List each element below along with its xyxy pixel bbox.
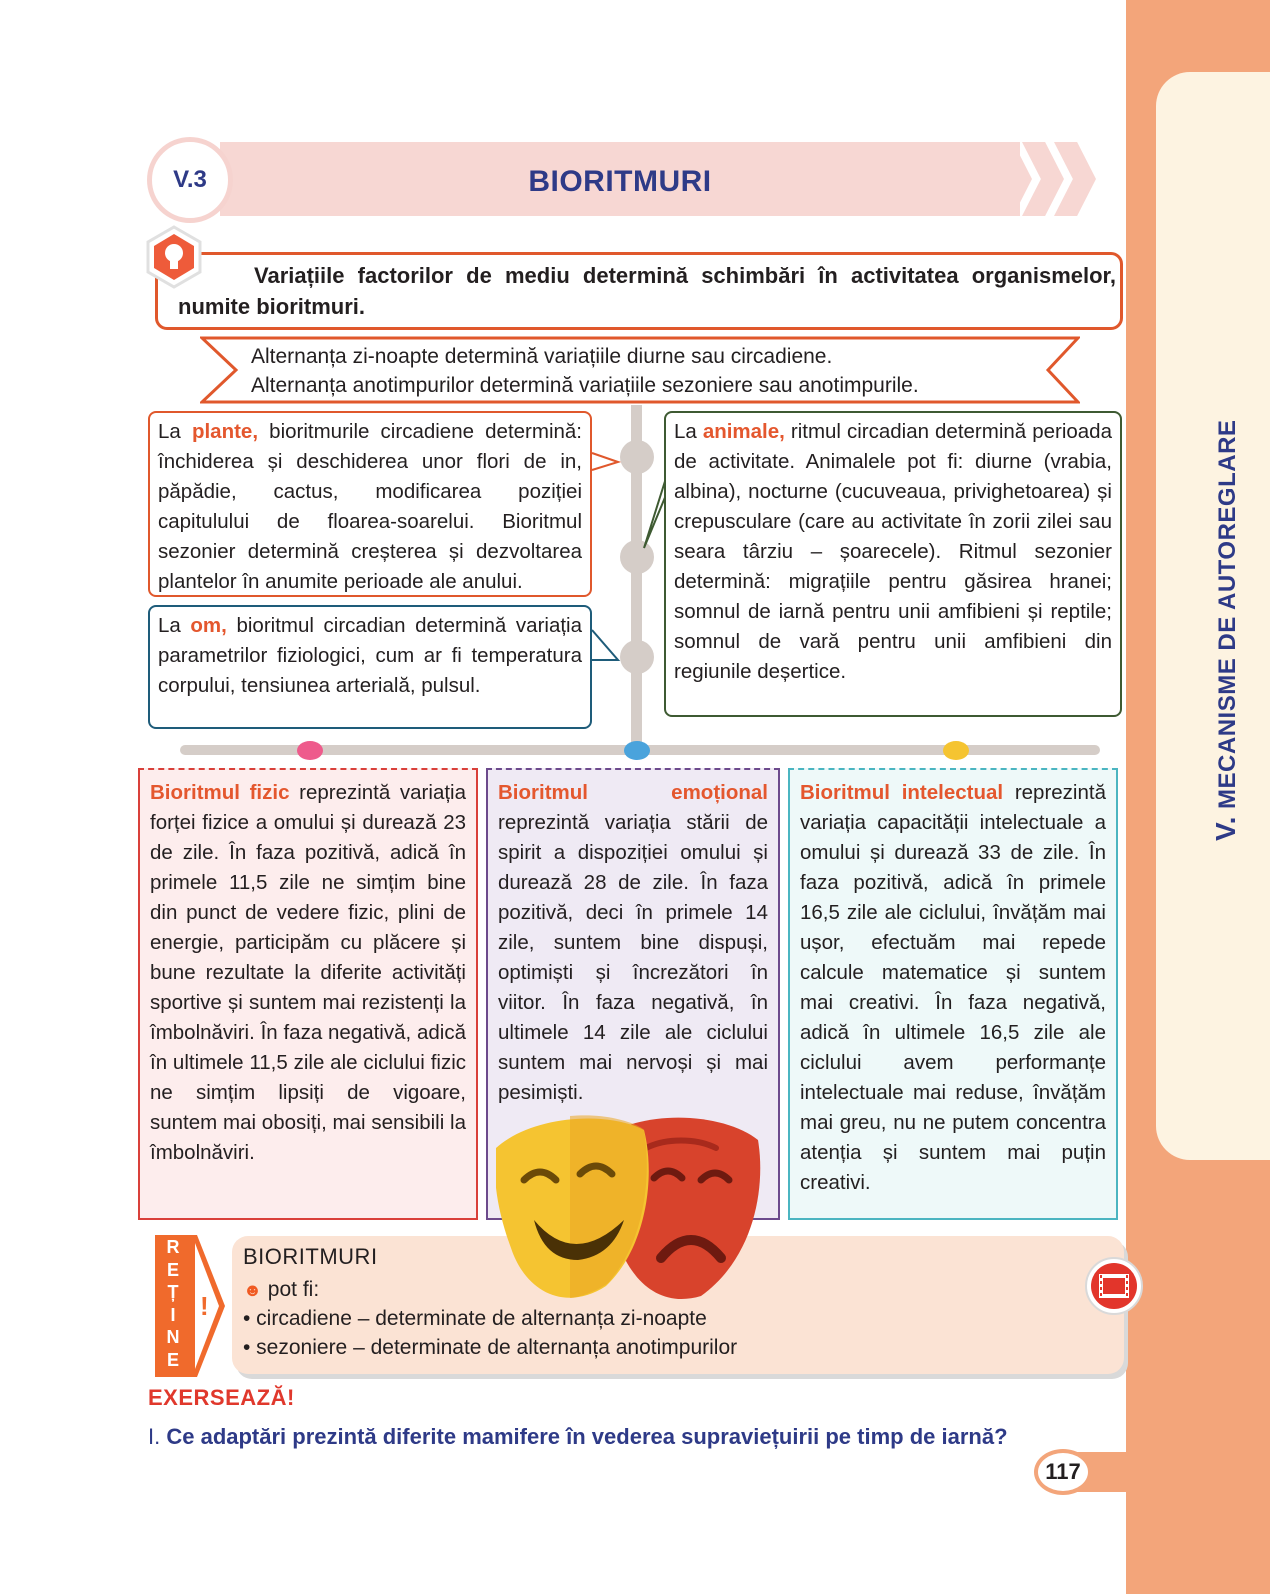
intelectual-dot [943,741,969,760]
retine-letter: Ț [167,1282,179,1302]
plants-text: bioritmurile circadiene determină: închiderea și deschiderea unor flori de in, păpădie, cactus, modificarea poziției capitulului de floarea-soarelui. Bioritmul sezonier determină creșterea și dezvoltarea plantelor în anumite perioade ale anului. [158,420,582,593]
human-keyword: om, [190,614,227,637]
retine-letter: E [166,1349,179,1370]
banner-line-1: Alternanța zi-noapte determină variațiile diurne sau circadiene. [251,345,833,368]
retine-letter: I [170,1304,176,1325]
theatre-masks-icon [496,1108,778,1306]
page-title: BIORITMURI [528,165,712,198]
retine-intro [243,1276,319,1304]
retine-intro-text: pot fi: [267,1278,320,1301]
film-icon[interactable] [1084,1256,1144,1316]
exercise-question-text: Ce adaptări prezintă diferite mamifere în vederea supraviețuirii pe timp de iarnă? [160,1424,1008,1449]
plants-keyword: plante, [191,420,259,443]
page-number: 117 [1045,1459,1081,1484]
retine-label [155,1236,191,1371]
tree-node [620,540,654,574]
retine-title: BIORITMURI [243,1244,378,1269]
human-pre: La [158,614,191,637]
definition-text: Variațiile factorilor de mediu determină schimbări în activitatea organismelor, numite bioritmuri. [178,263,1116,319]
animals-box [664,411,1122,717]
chapter-numeral: V. [1210,816,1241,841]
animals-keyword: animale, [702,420,785,443]
human-box [148,605,592,729]
intellectual-biorhythm-box [788,768,1118,1220]
retine-letter: E [166,1259,179,1280]
fizic-dot [297,741,323,760]
retine-item-1: • circadiene – determinate de alternanța zi-noapte [243,1307,707,1330]
plants-pre: La [158,420,192,443]
animals-pre: La [674,420,703,443]
retine-exclaim: ! [200,1291,209,1321]
banner-line-2: Alternanța anotimpurilor determină variațiile sezoniere sau anotimpurile. [251,374,919,397]
intellectual-text: reprezintă variația capacității intelectuale a omului și durează 33 de zile. În faza pozitivă, adică în primele 16,5 zile ale ciclului, învățăm mai ușor, efectuăm mai repede calcule matematice și suntem mai creativi. În faza negativă, adică în ultimele 16,5 zile ale ciclului avem performanțe intelectuale mai reduse, învățăm mai greu, nu ne putem concentra atenția și suntem mai puțin creativi. [800,781,1106,1194]
section-number: V.3 [173,166,207,193]
physical-text: reprezintă variația forței fizice a omului și durează 23 de zile. În faza pozitivă, adică în primele 11,5 zile ne simțim bine din punct de vedere fizic, plini de energie, participăm cu plăcere și bune rezultate la diferite activități sportive și suntem mai rezistenți la îmbolnăviri. În faza negativă, adică în ultimele 11,5 zile ale ciclului fizic ne simțim lipsiți de vigoare, suntem mai obosiți, mai sensibili la îmbolnăviri. [150,781,466,1164]
emotional-dot [624,741,650,760]
tree-node [620,640,654,674]
tree-node [620,440,654,474]
exercise-title: EXERSEAZĂ! [148,1385,295,1410]
animals-text: ritmul circadian determină perioada de activitate. Animalele pot fi: diurne (vrabia, albina), nocturne (cucuveaua, privighetoarea) și crepusculare (care au activitate în zorii zilei sau seara târziu – șoarecele). Ritmul sezonier determină: migrațiile pentru găsirea hranei; somnul de iarnă pentru unii amfibieni și reptile; somnul de vară pentru unii amfibieni din regiunile deșertice. [674,420,1112,683]
smiley-icon: ☻ [243,1280,262,1300]
retine-letter: R [166,1237,180,1257]
exercise-question [148,1424,1008,1450]
retine-arrow [191,1235,227,1377]
chapter-title-text: MECANISME DE AUTOREGLARE [1214,419,1241,809]
plants-box [148,411,592,597]
lightbulb-hex-icon [145,225,203,289]
retine-item-2: • sezoniere – determinate de alternanța anotimpurilor [243,1336,738,1359]
physical-biorhythm-box [138,768,478,1220]
emotional-keyword: Bioritmul emoțional [498,781,768,804]
retine-letter: N [166,1327,180,1347]
emotional-text: reprezintă variația stării de spirit a dispoziției omului și durează 28 de zile. În faza pozitivă, deci în primele 14 zile, suntem bine dispuși, optimiști și încrezători în viitor. În faza negativă, în ultimele 14 zile ale ciclului suntem mai nervoși și mai pesimiști. [498,811,768,1104]
physical-keyword: Bioritmul fizic [150,781,290,804]
intellectual-keyword: Bioritmul intelectual [800,781,1004,804]
human-text: bioritmul circadian determină variația parametrilor fiziologici, cum ar fi temperatura corpului, tensiunea arterială, pulsul. [158,614,583,697]
banner-text [251,342,1051,400]
exercise-number: I. [148,1424,161,1449]
chapter-title [1195,395,1241,841]
